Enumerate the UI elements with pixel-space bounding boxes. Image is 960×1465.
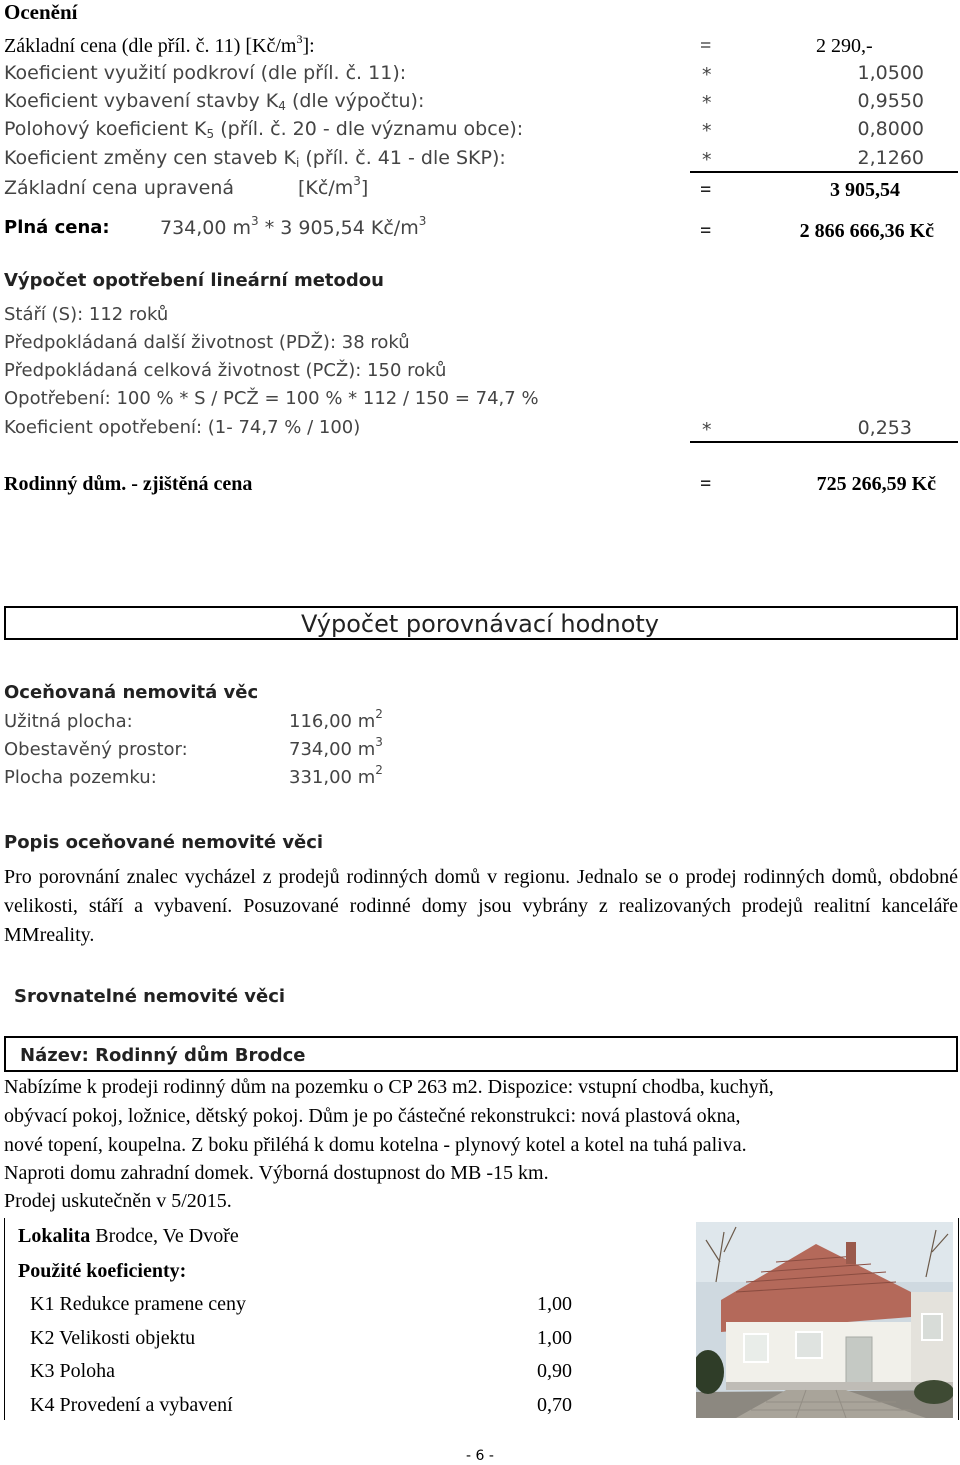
row-value: 2,1260 [857,147,924,169]
calc-text: * 3 905,54 Kč/m [258,217,419,239]
table-right-border [958,1218,959,1420]
row-sub: 5 [206,127,215,141]
row-sup: 3 [296,32,303,46]
calc-text: 734,00 m [160,217,252,239]
row-operator: * [702,64,712,86]
lokalita [18,1226,239,1246]
row-operator: = [700,35,712,57]
koef-value: 0,90 [537,1360,572,1382]
oceneni-row [4,32,315,57]
plna-cena-operator: = [700,220,712,242]
param-label: Plocha pozemku: [4,767,157,788]
row-label: Koeficient vybavení stavby K [4,90,279,112]
calc-sup: 3 [251,214,259,228]
upravena-label: Základní cena upravená [4,177,235,199]
koef-value: 1,00 [537,1293,572,1315]
upravena-operator: = [700,179,712,201]
row-label: Koeficient změny cen staveb K [4,147,296,169]
lokalita-label: Lokalita [18,1225,91,1247]
nazev-line: obývací pokoj, ložnice, dětský pokoj. Dům je po částečné rekonstrukci: nová plastová okna, [4,1105,741,1127]
param-label: Užitná plocha: [4,711,133,732]
section-heading-opotrebeni: Výpočet opotřebení lineární metodou [4,270,384,291]
row-value: 0,9550 [857,90,924,112]
koeficienty-heading: Použité koeficienty: [18,1260,187,1282]
koef-label: K3 Poloha [30,1360,115,1382]
upravena-unit [298,174,369,199]
koef-label: K1 Redukce pramene ceny [30,1293,247,1315]
row-value: 0,8000 [857,118,924,140]
rodinny-dum-operator: = [700,473,712,495]
nazev-line: Prodej uskutečněn v 5/2015. [4,1190,232,1212]
divider [690,441,958,443]
popis-text: Pro porovnání znalec vycházel z prodejů rodinných domů v regionu. Jednalo se o prodej rodinných domů, obdobné velikosti, stáří a vybavení. Posuzované rodinné domy jsou vybrány z realizovaných prodejů realitní kanceláře MMreality. [4,866,958,946]
row-label: Základní cena (dle příl. č. 11) [Kč/m [4,35,297,57]
row-tail: (příl. č. 20 - dle významu obce): [214,118,524,140]
koef-opotrebeni-label: Koeficient opotřebení: (1- 74,7 % / 100) [4,417,361,438]
param-sup: 2 [375,707,383,721]
plna-cena-label: Plná cena: [4,217,110,238]
row-operator: * [702,92,712,114]
row-label: Koeficient využití podkroví (dle příl. č. 11): [4,62,407,84]
rodinny-dum-value: 725 266,59 Kč [816,473,936,495]
rodinny-dum-label: Rodinný dům. - zjištěná cena [4,473,253,495]
nazev-line: Nabízíme k prodeji rodinný dům na pozemku o CP 263 m2. Dispozice: vstupní chodba, kuchyň, [4,1076,774,1098]
param-value-text: 331,00 m [289,767,376,788]
koef-value: 1,00 [537,1327,572,1349]
unit-sup: 3 [353,174,361,188]
porovnavaci-title: Výpočet porovnávací hodnoty [301,610,659,638]
row-tail: (dle výpočtu): [285,90,425,112]
oceneni-row [4,120,523,139]
param-value-text: 734,00 m [289,739,376,760]
row-tail: (příl. č. 41 - dle SKP): [299,147,506,169]
oceneni-row [4,92,424,111]
ocenovana-nemovitost-heading: Oceňovaná nemovitá věc [4,682,259,703]
oceneni-row [4,64,406,83]
koef-value: 0,70 [537,1394,572,1416]
section-heading-oceneni: Ocenění [4,0,78,24]
param-sup: 2 [375,763,383,777]
param-value [289,707,383,732]
opotrebeni-line: Stáří (S): 112 roků [4,304,169,325]
lokalita-value: Brodce, Ve Dvoře [90,1225,239,1247]
plna-cena-value: 2 866 666,36 Kč [799,220,934,242]
divider [690,171,958,173]
page-number: - 6 - [466,1448,494,1464]
upravena-value: 3 905,54 [830,179,900,201]
opotrebeni-line: Předpokládaná celková životnost (PCŽ): 150 roků [4,360,447,381]
row-sub: i [295,156,300,170]
row-value: 1,0500 [857,62,924,84]
param-value [289,735,383,760]
koef-opotrebeni-operator: * [702,419,712,441]
param-value-text: 116,00 m [289,711,376,732]
nazev-line: nové topení, koupelna. Z boku přiléhá k domu kotelna - plynový kotel a kotel na tuhá paliva. [4,1134,747,1156]
nazev-label: Název: Rodinný dům Brodce [20,1045,306,1066]
nazev-line: Naproti domu zahradní domek. Výborná dostupnost do MB -15 km. [4,1162,549,1184]
row-operator: * [702,120,712,142]
calc-sup: 3 [418,214,427,228]
row-value: 2 290,- [816,35,873,57]
popis-heading: Popis oceňované nemovité věci [4,832,324,853]
koef-label: K2 Velikosti objektu [30,1327,196,1349]
srovnatelne-heading: Srovnatelné nemovité věci [14,986,286,1007]
oceneni-row [4,149,506,168]
plna-cena-calc [160,214,427,239]
param-label: Obestavěný prostor: [4,739,188,760]
unit-text: ] [360,177,369,199]
house-photo [696,1222,953,1418]
koef-opotrebeni-value: 0,253 [857,417,912,439]
param-value [289,763,383,788]
opotrebeni-line: Opotřebení: 100 % * S / PCŽ = 100 % * 112 / 150 = 74,7 % [4,388,539,409]
koef-label: K4 Provedení a vybavení [30,1394,233,1416]
row-tail: ]: [302,35,315,57]
row-label: Polohový koeficient K [4,118,207,140]
unit-text: [Kč/m [298,177,354,199]
row-operator: * [702,149,712,171]
opotrebeni-line: Předpokládaná další životnost (PDŽ): 38 roků [4,332,410,353]
table-left-border [4,1218,5,1420]
param-sup: 3 [375,735,383,749]
row-sub: 4 [278,99,286,113]
